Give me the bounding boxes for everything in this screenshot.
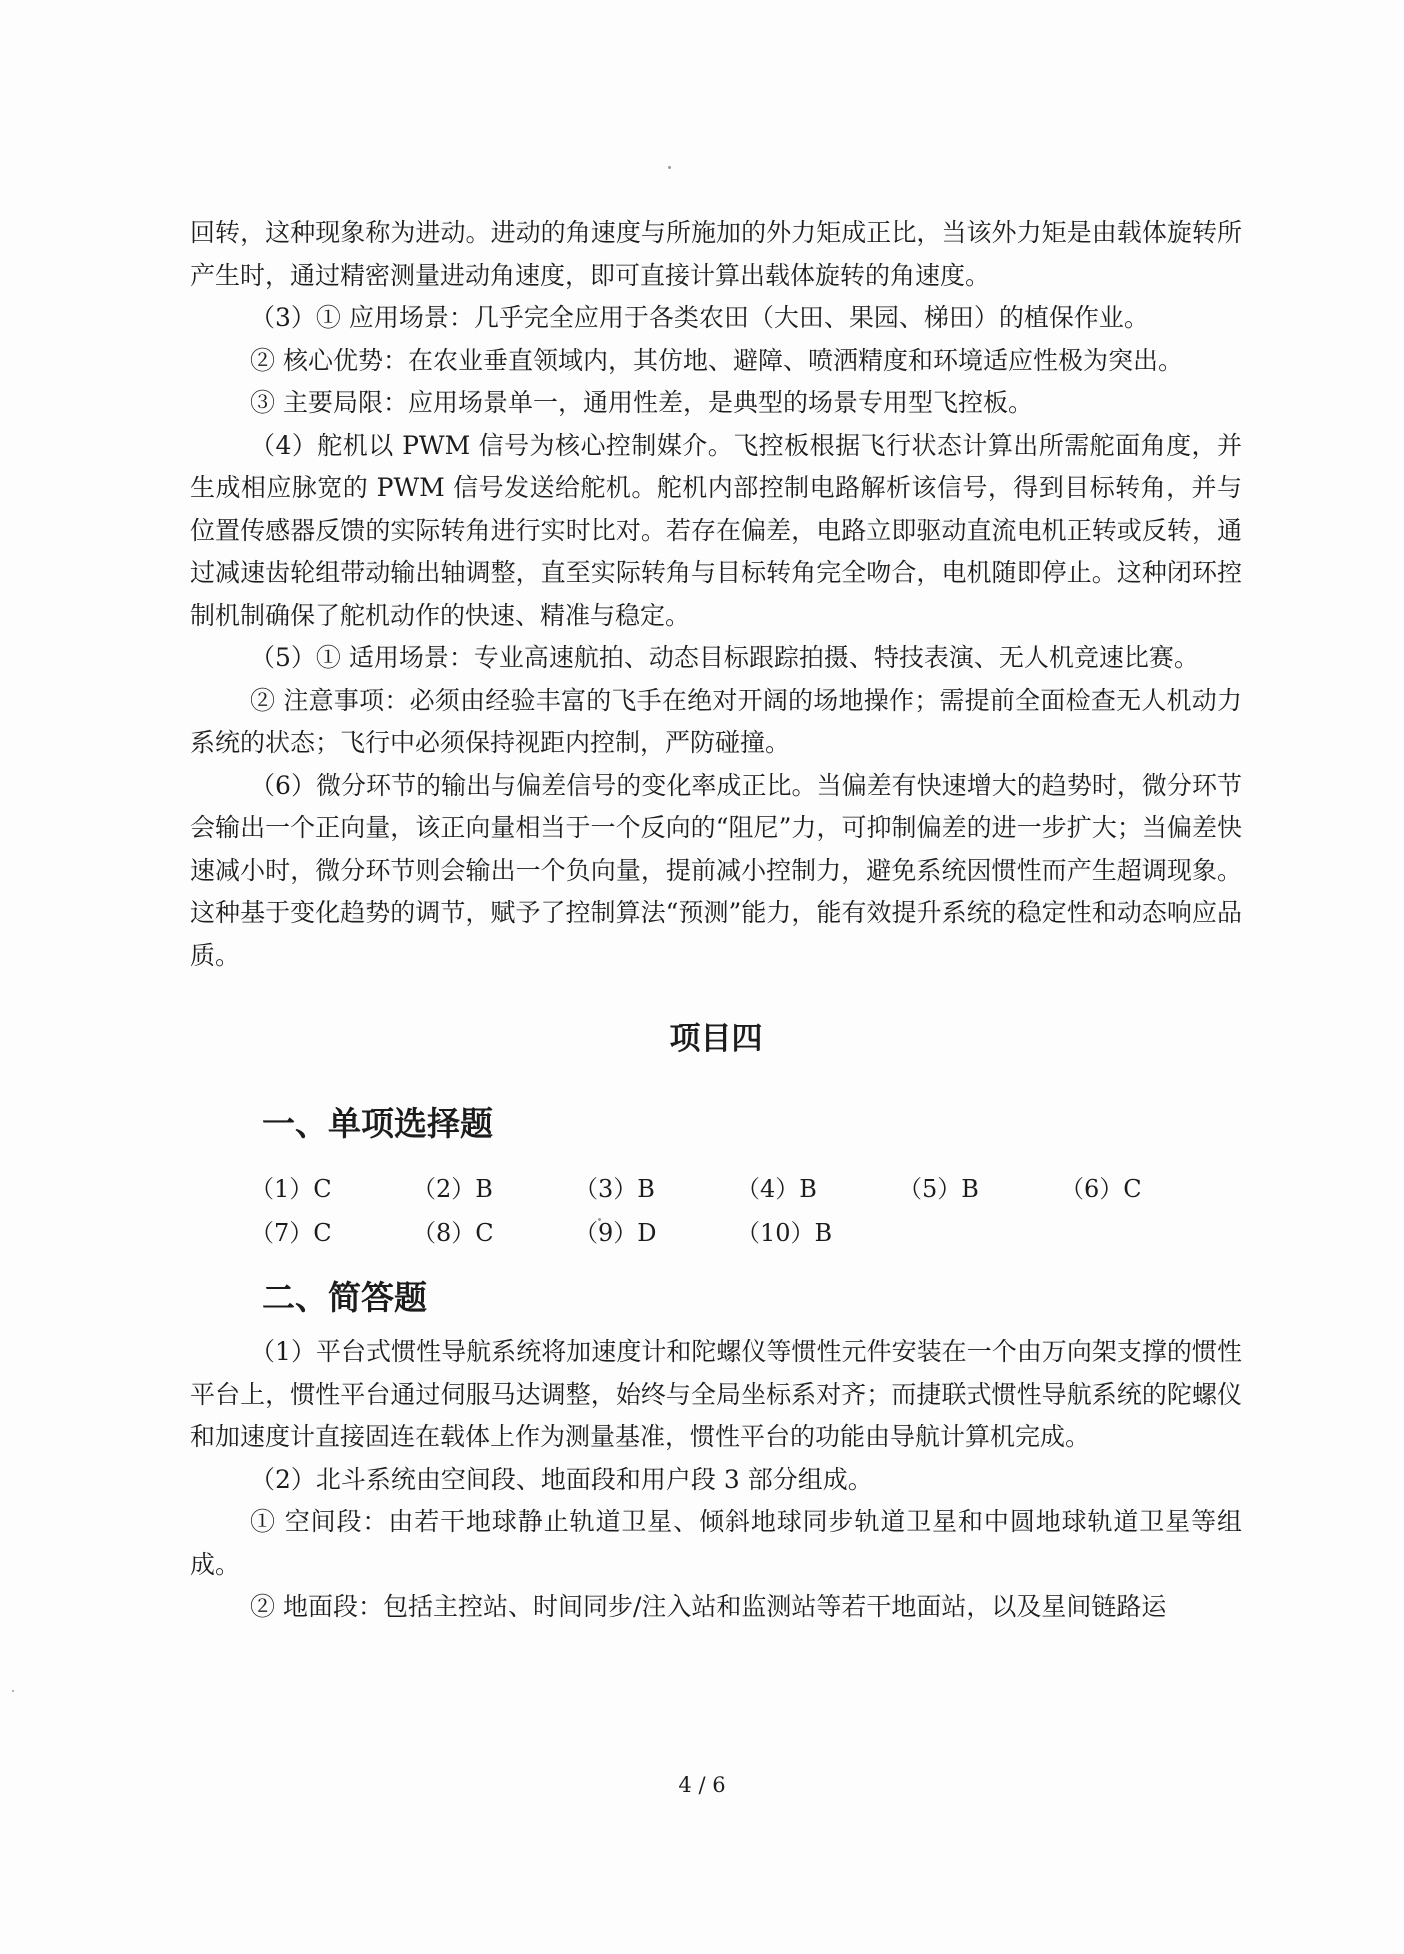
answer-item: （7）C [250,1219,332,1247]
answer-item: （2）B [412,1175,493,1203]
answer-item: （9）D [574,1219,657,1247]
answer-grid [250,1169,1242,1253]
paragraph-ground-segment: ② 地面段：包括主控站、时间同步/注入站和监测站等若干地面站，以及星间链路运 [250,1592,1167,1621]
answer-paragraphs-project-three [190,212,1242,977]
section-title-short-answer: 二、简答题 [262,1278,427,1317]
paragraph-answer-5-scenario: （5）① 适用场景：专业高速航拍、动态目标跟踪拍摄、特技表演、无人机竞速比赛。 [250,643,1199,672]
paragraph-answer-4: （4）舵机以 PWM 信号为核心控制媒介。飞控板根据飞行状态计算出所需舵面角度，并生成相应脉宽的 PWM 信号发送给舵机。舵机内部控制电路解析该信号，得到目标转角，并与位置传感器反馈的实际转角进行实时比对。若存在偏差，电路立即驱动直流电机正转或反转，通过减速齿轮组带动输出轴调整，直至实际转角与目标转角完全吻合，电机随即停止。这种闭环控制机制确保了舵机动作的快速、精准与稳定。 [190,430,1242,630]
paragraph-answer-3-scenario: （3）① 应用场景：几乎完全应用于各类农田（大田、果园、梯田）的植保作业。 [250,303,1149,332]
paragraph-beidou-segments: （2）北斗系统由空间段、地面段和用户段 3 部分组成。 [250,1464,873,1494]
scan-speck [12,1690,14,1692]
short-answer-paragraphs [190,1331,1242,1629]
project-title: 项目四 [669,1021,763,1057]
page-body [190,212,1242,1629]
page-number: 4 / 6 [678,1773,726,1797]
paragraph-space-segment: ① 空间段：由若干地球静止轨道卫星、倾斜地球同步轨道卫星和中圆地球轨道卫星等组成。 [190,1507,1242,1579]
paragraph-gyroscope-precession: 回转，这种现象称为进动。进动的角速度与所施加的外力矩成正比，当该外力矩是由载体旋转所产生时，通过精密测量进动角速度，即可直接计算出载体旋转的角速度。 [190,218,1242,290]
paragraph-answer-6: （6）微分环节的输出与偏差信号的变化率成正比。当偏差有快速增大的趋势时，微分环节会输出一个正向量，该正向量相当于一个反向的“阻尼”力，可抑制偏差的进一步扩大；当偏差快速减小时，微分环节则会输出一个负向量，提前减小控制力，避免系统因惯性而产生超调现象。这种基于变化趋势的调节，赋予了控制算法“预测”能力，能有效提升系统的稳定性和动态响应品质。 [190,770,1242,970]
paragraph-answer-3-limitation: ③ 主要局限：应用场景单一，通用性差，是典型的场景专用型飞控板。 [250,388,1033,417]
paragraph-inertial-navigation: （1）平台式惯性导航系统将加速度计和陀螺仪等惯性元件安装在一个由万向架支撑的惯性平台上，惯性平台通过伺服马达调整，始终与全局坐标系对齐；而捷联式惯性导航系统的陀螺仪和加速度计直接固连在载体上作为测量基准，惯性平台的功能由导航计算机完成。 [190,1337,1242,1451]
paragraph-answer-3-advantage: ② 核心优势：在农业垂直领域内，其仿地、避障、喷洒精度和环境适应性极为突出。 [250,345,1183,375]
answer-item: （3）B [574,1175,655,1203]
section-title-single-choice: 一、单项选择题 [262,1104,493,1143]
answer-item: （6）C [1060,1175,1142,1203]
answer-item: （5）B [898,1175,979,1203]
answer-item: （4）B [736,1175,817,1203]
answer-item: （8）C [412,1219,494,1247]
answer-item: （10）B [736,1219,833,1247]
scan-speck [668,166,671,169]
paragraph-answer-5-notes: ② 注意事项：必须由经验丰富的飞手在绝对开阔的场地操作；需提前全面检查无人机动力系统的状态；飞行中必须保持视距内控制，严防碰撞。 [190,685,1242,757]
answer-item: （1）C [250,1175,332,1203]
